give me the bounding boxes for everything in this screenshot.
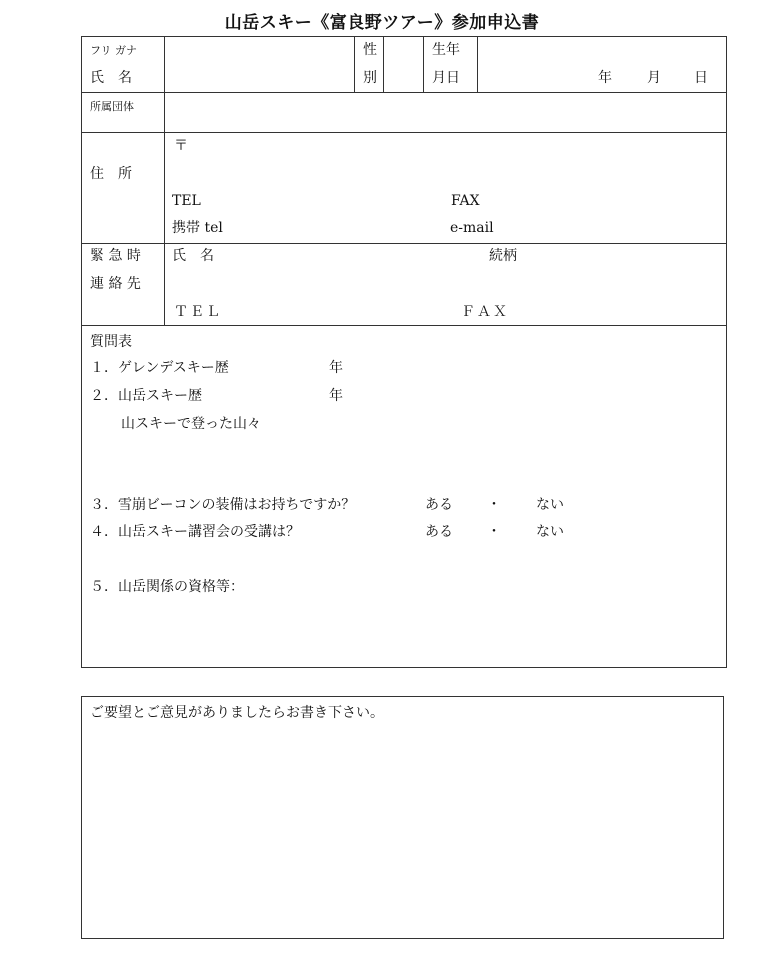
postal-mark: 〒: [174, 138, 188, 154]
question-4-no-option[interactable]: ない: [536, 524, 564, 540]
divider: [423, 37, 424, 92]
emergency-fax-label: ＦＡＸ: [461, 304, 509, 320]
question-1-unit: 年: [329, 360, 343, 376]
question-4: ４．山岳スキー講習会の受講は？: [90, 524, 300, 540]
questionnaire-heading: 質問表: [90, 334, 132, 350]
divider: [82, 325, 726, 326]
question-2-sub: 山スキーで登った山々: [121, 416, 261, 432]
requests-label: ご要望とご意見がありましたらお書き下さい。: [90, 705, 384, 721]
name-label: 氏 名: [90, 70, 132, 86]
sex-field[interactable]: [388, 39, 420, 89]
affiliation-label: 所属団体: [90, 100, 134, 113]
emergency-tel-label: ＴＥＬ: [174, 304, 222, 320]
birth-label-top: 生年: [432, 42, 460, 58]
divider: [354, 37, 355, 92]
question-1: １．ゲレンデスキー歴: [90, 360, 229, 376]
address-label: 住 所: [90, 166, 132, 182]
mobile-tel-label: 携帯 tel: [172, 220, 223, 236]
label-column-divider: [164, 37, 165, 325]
email-label: e-mail: [450, 220, 494, 236]
question-2: ２．山岳スキー歴: [90, 388, 202, 404]
question-5: ５．山岳関係の資格等：: [90, 579, 244, 595]
birth-month-unit: 月: [647, 70, 661, 86]
sex-label-bottom: 別: [363, 70, 377, 86]
application-form: [81, 36, 727, 668]
emergency-name-label: 氏 名: [172, 248, 214, 264]
divider: [383, 37, 384, 92]
question-3-no-option[interactable]: ない: [536, 497, 564, 513]
question-3: ３．雪崩ビーコンの装備はお持ちですか？: [90, 497, 356, 513]
requests-box[interactable]: [81, 696, 724, 939]
contact-label: 連 絡 先: [90, 276, 141, 292]
fax-label: FAX: [451, 193, 480, 209]
sex-label-top: 性: [363, 42, 377, 58]
divider: [82, 243, 726, 244]
birth-label-bottom: 月日: [432, 70, 460, 86]
furigana-label: フリ ガナ: [90, 44, 138, 57]
name-field[interactable]: [172, 39, 352, 89]
relation-label: 続柄: [489, 248, 517, 264]
form-title: 山岳スキー《富良野ツアー》参加申込書: [224, 13, 540, 33]
option-separator: ・: [487, 524, 501, 540]
question-3-yes-option[interactable]: ある: [425, 497, 453, 513]
question-2-unit: 年: [329, 388, 343, 404]
option-separator: ・: [487, 497, 501, 513]
affiliation-field[interactable]: [172, 97, 722, 129]
divider: [82, 132, 726, 133]
divider: [82, 92, 726, 93]
birth-year-unit: 年: [598, 70, 612, 86]
tel-label: TEL: [172, 193, 201, 209]
divider: [477, 37, 478, 92]
question-4-yes-option[interactable]: ある: [425, 524, 453, 540]
emergency-label: 緊 急 時: [90, 248, 141, 264]
birth-day-unit: 日: [694, 70, 708, 86]
